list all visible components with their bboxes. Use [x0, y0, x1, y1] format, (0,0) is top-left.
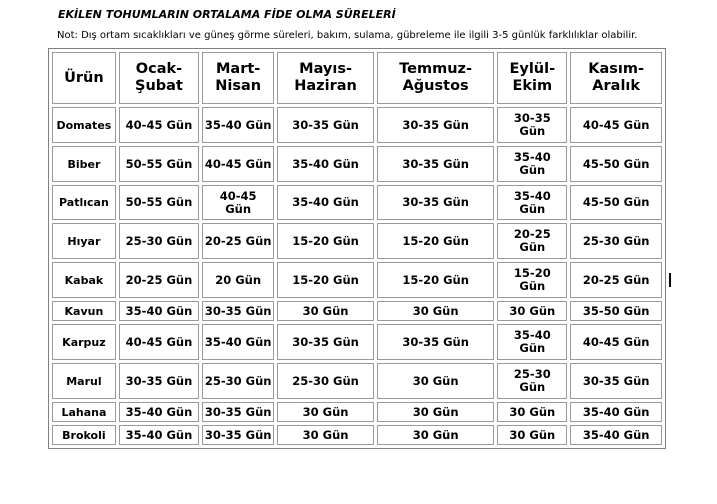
duration-cell: 15-20 Gün	[377, 223, 494, 259]
table-row	[52, 425, 662, 445]
duration-cell: 25-30 Gün	[277, 363, 374, 399]
duration-cell: 35-40 Gün	[497, 146, 567, 182]
duration-cell: 40-45 Gün	[119, 107, 199, 143]
duration-cell: 15-20 Gün	[277, 223, 374, 259]
table-row	[52, 146, 662, 182]
duration-cell: 35-40 Gün	[119, 402, 199, 422]
duration-cell: 30 Gün	[377, 363, 494, 399]
table-row	[52, 363, 662, 399]
product-cell: Biber	[52, 146, 116, 182]
duration-cell: 30 Gün	[277, 301, 374, 321]
table-row	[52, 402, 662, 422]
duration-cell: 30-35 Gün	[377, 324, 494, 360]
duration-cell: 35-40 Gün	[570, 425, 662, 445]
duration-cell: 30 Gün	[277, 425, 374, 445]
duration-cell: 50-55 Gün	[119, 185, 199, 220]
duration-cell: 35-40 Gün	[202, 107, 274, 143]
product-cell: Lahana	[52, 402, 116, 422]
duration-cell: 15-20 Gün	[377, 262, 494, 298]
duration-cell: 45-50 Gün	[570, 185, 662, 220]
duration-cell: 30-35 Gün	[202, 425, 274, 445]
duration-cell: 30 Gün	[277, 402, 374, 422]
duration-cell: 25-30 Gün	[119, 223, 199, 259]
header-cell: Temmuz- Ağustos	[377, 52, 494, 104]
duration-cell: 40-45 Gün	[202, 146, 274, 182]
header-cell: Kasım- Aralık	[570, 52, 662, 104]
duration-cell: 30 Gün	[497, 402, 567, 422]
duration-cell: 15-20 Gün	[497, 262, 567, 298]
duration-cell: 30-35 Gün	[377, 107, 494, 143]
duration-cell: 35-40 Gün	[277, 185, 374, 220]
duration-cell: 35-40 Gün	[202, 324, 274, 360]
duration-cell: 40-45 Gün	[202, 185, 274, 220]
duration-cell: 35-40 Gün	[119, 425, 199, 445]
product-cell: Karpuz	[52, 324, 116, 360]
duration-cell: 35-40 Gün	[119, 301, 199, 321]
header-cell: Mart- Nisan	[202, 52, 274, 104]
product-cell: Brokoli	[52, 425, 116, 445]
duration-cell: 30 Gün	[497, 425, 567, 445]
duration-cell: 30-35 Gün	[497, 107, 567, 143]
duration-cell: 25-30 Gün	[202, 363, 274, 399]
duration-cell: 40-45 Gün	[119, 324, 199, 360]
duration-cell: 40-45 Gün	[570, 107, 662, 143]
product-cell: Marul	[52, 363, 116, 399]
note-text: Not: Dış ortam sıcaklıkları ve güneş görme süreleri, bakım, sulama, gübreleme ile ilgili 3-5 günlük farklılıklar olabilir.	[57, 30, 638, 41]
duration-cell: 30-35 Gün	[202, 301, 274, 321]
header-cell: Ürün	[52, 52, 116, 104]
table-row	[52, 324, 662, 360]
seedling-duration-table	[48, 48, 666, 449]
product-cell: Patlıcan	[52, 185, 116, 220]
header-row	[52, 52, 662, 104]
table-row	[52, 107, 662, 143]
duration-cell: 30-35 Gün	[119, 363, 199, 399]
duration-cell: 25-30 Gün	[570, 223, 662, 259]
header-cell: Ocak- Şubat	[119, 52, 199, 104]
duration-cell: 20-25 Gün	[119, 262, 199, 298]
duration-cell: 30 Gün	[497, 301, 567, 321]
duration-cell: 30-35 Gün	[377, 185, 494, 220]
duration-cell: 30 Gün	[377, 402, 494, 422]
duration-cell: 15-20 Gün	[277, 262, 374, 298]
table-row	[52, 301, 662, 321]
duration-cell: 50-55 Gün	[119, 146, 199, 182]
duration-cell: 35-40 Gün	[277, 146, 374, 182]
product-cell: Domates	[52, 107, 116, 143]
duration-cell: 20 Gün	[202, 262, 274, 298]
product-cell: Kavun	[52, 301, 116, 321]
header-cell: Mayıs- Haziran	[277, 52, 374, 104]
header-cell: Eylül- Ekim	[497, 52, 567, 104]
product-cell: Kabak	[52, 262, 116, 298]
duration-cell: 30-35 Gün	[277, 324, 374, 360]
product-cell: Hıyar	[52, 223, 116, 259]
duration-cell: 30-35 Gün	[377, 146, 494, 182]
duration-cell: 30-35 Gün	[570, 363, 662, 399]
duration-cell: 20-25 Gün	[497, 223, 567, 259]
duration-cell: 35-50 Gün	[570, 301, 662, 321]
table-row	[52, 223, 662, 259]
duration-cell: 25-30 Gün	[497, 363, 567, 399]
duration-cell: 30 Gün	[377, 301, 494, 321]
table-row	[52, 185, 662, 220]
table-row	[52, 262, 662, 298]
duration-cell: 30-35 Gün	[277, 107, 374, 143]
duration-cell: 30 Gün	[377, 425, 494, 445]
duration-cell: 30-35 Gün	[202, 402, 274, 422]
duration-cell: 20-25 Gün	[202, 223, 274, 259]
duration-cell: 45-50 Gün	[570, 146, 662, 182]
duration-cell: 35-40 Gün	[497, 185, 567, 220]
duration-cell: 35-40 Gün	[570, 402, 662, 422]
text-cursor	[669, 273, 671, 287]
duration-cell: 35-40 Gün	[497, 324, 567, 360]
duration-cell: 20-25 Gün	[570, 262, 662, 298]
page-title: EKİLEN TOHUMLARIN ORTALAMA FİDE OLMA SÜRELERİ	[58, 8, 396, 21]
duration-cell: 40-45 Gün	[570, 324, 662, 360]
